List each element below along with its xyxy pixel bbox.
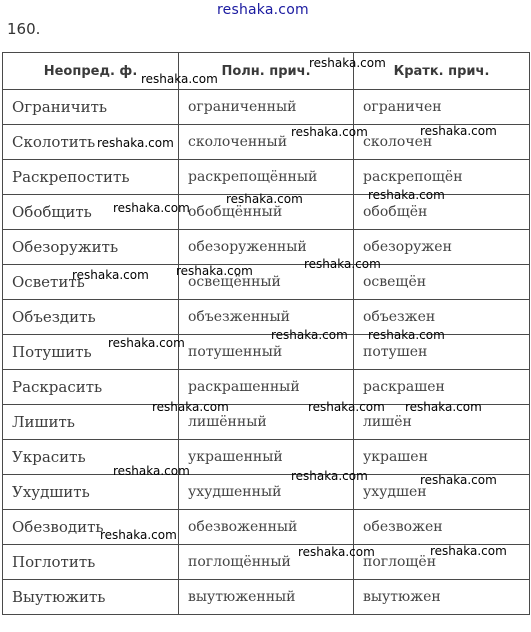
cell-full-participle: ухудшенный [179,475,354,510]
site-watermark: reshaka.com [430,544,507,558]
cell-short-participle: выутюжен [354,580,530,615]
cell-short-participle: обобщён [354,195,530,230]
cell-full-participle: ограниченный [179,90,354,125]
cell-full-participle: обезоруженный [179,230,354,265]
cell-infinitive: Раскрепостить [3,160,179,195]
header-full-participle: Полн. прич. [179,53,354,90]
site-watermark: reshaka.com [308,400,385,414]
cell-full-participle: потушенный [179,335,354,370]
cell-infinitive: Ухудшить [3,475,179,510]
site-watermark: reshaka.com [304,257,381,271]
site-watermark: reshaka.com [72,268,149,282]
cell-full-participle: лишённый [179,405,354,440]
cell-short-participle: освещён [354,265,530,300]
cell-full-participle: обобщённый [179,195,354,230]
site-watermark: reshaka.com [141,72,218,86]
cell-infinitive: Раскрасить [3,370,179,405]
cell-full-participle: обезвоженный [179,510,354,545]
site-watermark: reshaka.com [113,201,190,215]
site-watermark: reshaka.com [291,469,368,483]
cell-full-participle: раскрепощённый [179,160,354,195]
cell-short-participle: ограничен [354,90,530,125]
site-watermark-top: reshaka.com [217,2,309,18]
cell-short-participle: раскрашен [354,370,530,405]
table-row [3,230,530,265]
cell-full-participle: объезженный [179,300,354,335]
cell-full-participle: украшенный [179,440,354,475]
site-watermark: reshaka.com [226,192,303,206]
table-row [3,90,530,125]
site-watermark: reshaka.com [113,464,190,478]
cell-infinitive: Украсить [3,440,179,475]
table-header-row [3,53,530,90]
site-watermark: reshaka.com [97,136,174,150]
cell-short-participle: лишён [354,405,530,440]
site-watermark: reshaka.com [298,545,375,559]
cell-infinitive: Объездить [3,300,179,335]
cell-infinitive: Выутюжить [3,580,179,615]
cell-infinitive: Обобщить [3,195,179,230]
cell-short-participle: сколочен [354,125,530,160]
cell-short-participle: поглощён [354,545,530,580]
cell-infinitive: Потушить [3,335,179,370]
site-watermark: reshaka.com [420,124,497,138]
header-infinitive: Неопред. ф. [3,53,179,90]
table-row [3,580,530,615]
cell-short-participle: объезжен [354,300,530,335]
table-row [3,300,530,335]
exercise-number: 160. [7,20,41,38]
site-watermark: reshaka.com [271,328,348,342]
table-row [3,335,530,370]
cell-infinitive: Лишить [3,405,179,440]
cell-full-participle: сколоченный [179,125,354,160]
cell-infinitive: Ограничить [3,90,179,125]
cell-infinitive: Обезоружить [3,230,179,265]
site-watermark: reshaka.com [368,188,445,202]
cell-full-participle: выутюженный [179,580,354,615]
table-row [3,510,530,545]
cell-short-participle: ухудшен [354,475,530,510]
table-row [3,440,530,475]
cell-full-participle: поглощённый [179,545,354,580]
site-watermark: reshaka.com [368,328,445,342]
site-watermark: reshaka.com [176,264,253,278]
cell-infinitive: Обезводить [3,510,179,545]
site-watermark: reshaka.com [405,400,482,414]
table-row [3,160,530,195]
cell-infinitive: Сколотить [3,125,179,160]
site-watermark: reshaka.com [291,125,368,139]
cell-short-participle: украшен [354,440,530,475]
site-watermark: reshaka.com [420,473,497,487]
header-short-participle: Кратк. прич. [354,53,530,90]
site-watermark: reshaka.com [309,56,386,70]
cell-short-participle: раскрепощён [354,160,530,195]
cell-full-participle: раскрашенный [179,370,354,405]
site-watermark: reshaka.com [108,336,185,350]
site-watermark: reshaka.com [152,400,229,414]
cell-infinitive: Осветить [3,265,179,300]
cell-infinitive: Поглотить [3,545,179,580]
site-watermark: reshaka.com [100,528,177,542]
cell-short-participle: обезвожен [354,510,530,545]
cell-short-participle: потушен [354,335,530,370]
cell-full-participle: освещённый [179,265,354,300]
cell-short-participle: обезоружен [354,230,530,265]
